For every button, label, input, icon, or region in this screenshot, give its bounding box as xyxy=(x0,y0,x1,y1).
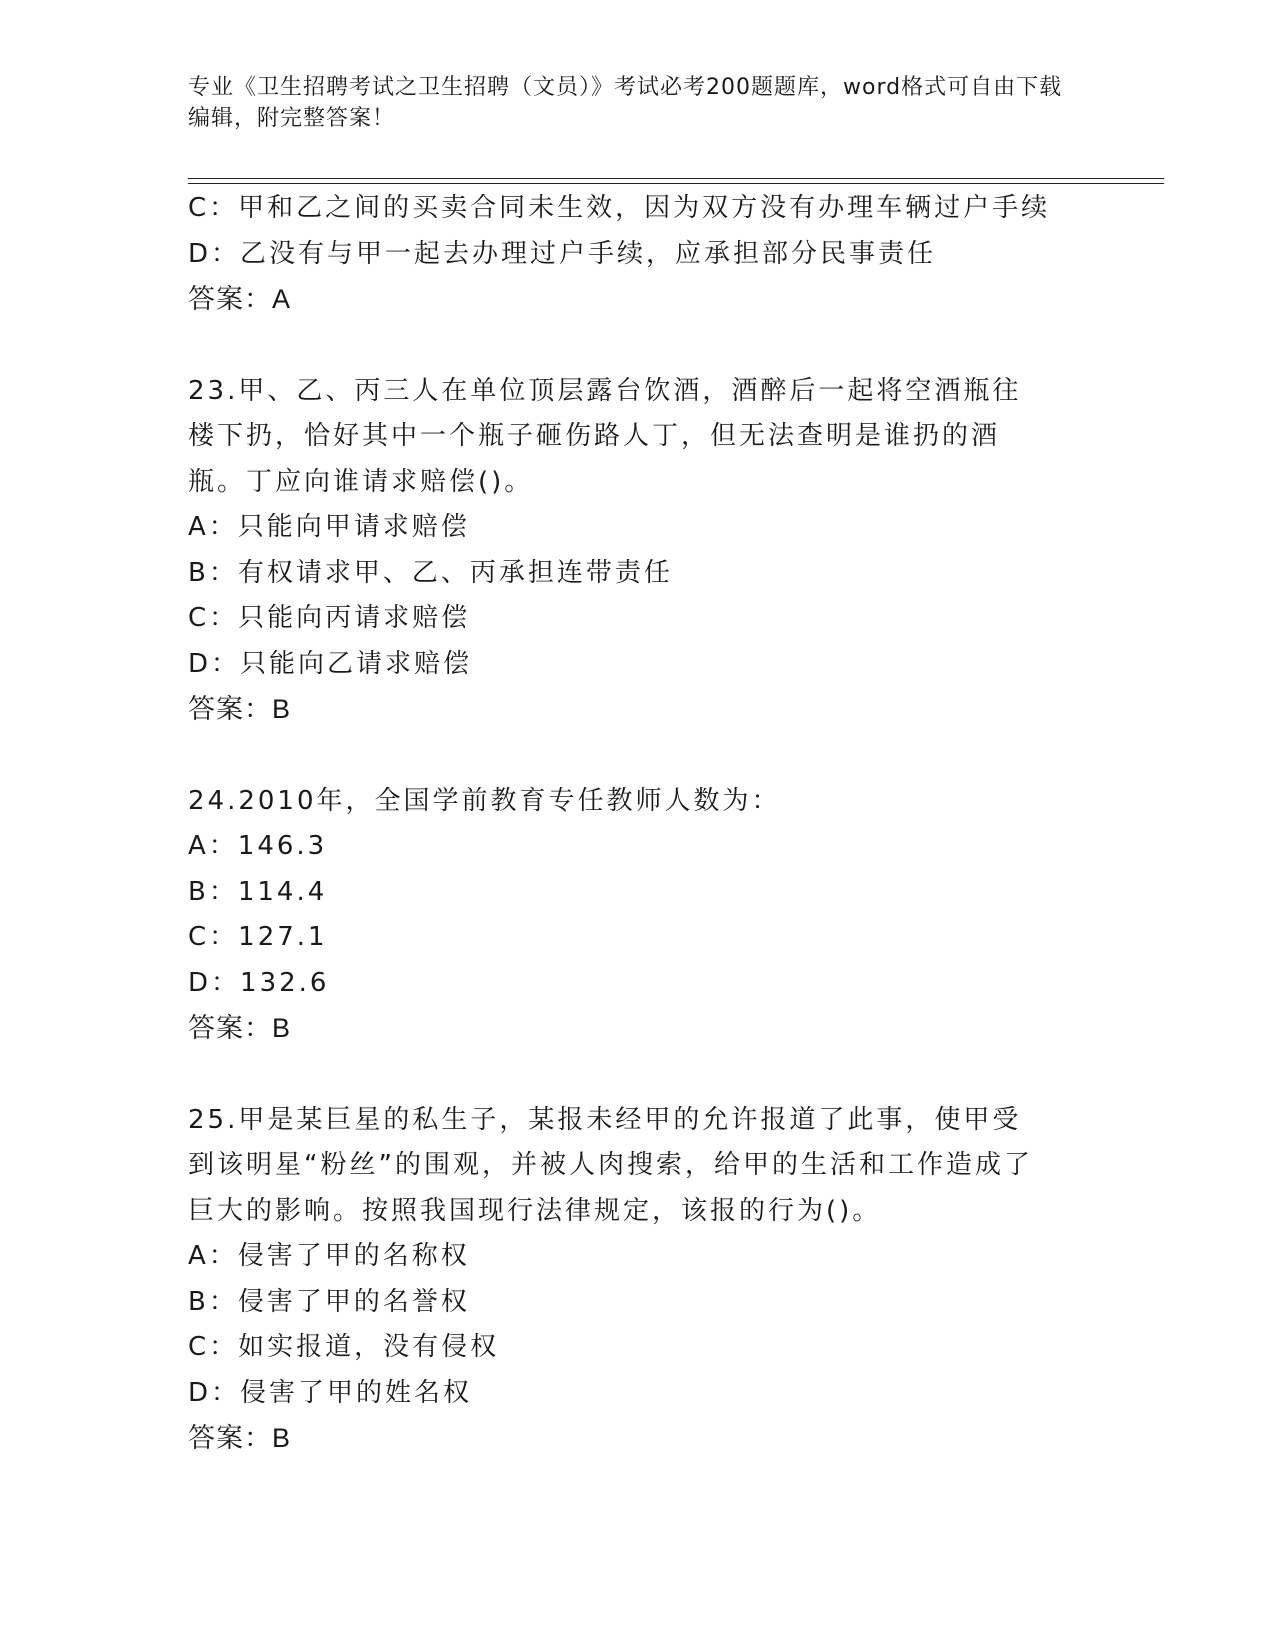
previous-question-tail xyxy=(188,186,1088,323)
option-b: B：有权请求甲、乙、丙承担连带责任 xyxy=(188,557,673,588)
question-list xyxy=(188,186,1088,1462)
spacer xyxy=(188,1052,1088,1098)
answer-line: 答案：A xyxy=(188,284,292,314)
spacer xyxy=(188,323,1088,369)
spacer xyxy=(188,733,1088,779)
option-d: D：乙没有与甲一起去办理过户手续，应承担部分民事责任 xyxy=(188,238,937,269)
option-a: A：侵害了甲的名称权 xyxy=(188,1241,470,1271)
answer-line: 答案：B xyxy=(188,694,292,724)
option-d: D：只能向乙请求赔偿 xyxy=(188,648,473,679)
option-c: C：127.1 xyxy=(188,922,328,952)
header-divider-bottom xyxy=(188,183,1164,184)
question-stem: 24.2010年，全国学前教育专任教师人数为： xyxy=(188,785,781,816)
question-24 xyxy=(188,779,1088,1052)
question-stem: 23.甲、乙、丙三人在单位顶层露台饮酒，酒醉后一起将空酒瓶往楼下扔，恰好其中一个瓶子砸伤路人丁，但无法查明是谁扔的酒瓶。丁应向谁请求赔偿()。 xyxy=(188,375,1022,497)
option-c: C：甲和乙之间的买卖合同未生效，因为双方没有办理车辆过户手续 xyxy=(188,193,1051,223)
question-stem: 25.甲是某巨星的私生子，某报未经甲的允许报道了此事，使甲受到该明星“粉丝”的围观，并被人肉搜索，给甲的生活和工作造成了巨大的影响。按照我国现行法律规定，该报的行为()。 xyxy=(188,1104,1033,1226)
option-a: A：146.3 xyxy=(188,831,328,861)
question-23 xyxy=(188,369,1088,733)
header-divider-top xyxy=(188,178,1164,179)
answer-line: 答案：B xyxy=(188,1423,292,1453)
option-d: D：侵害了甲的姓名权 xyxy=(188,1377,473,1408)
option-c: C：只能向丙请求赔偿 xyxy=(188,603,471,633)
answer-line: 答案：B xyxy=(188,1013,292,1043)
option-c: C：如实报道，没有侵权 xyxy=(188,1332,500,1362)
question-25 xyxy=(188,1098,1088,1462)
option-d: D：132.6 xyxy=(188,967,330,998)
option-b: B：侵害了甲的名誉权 xyxy=(188,1286,470,1317)
option-b: B：114.4 xyxy=(188,876,328,907)
header-text: 专业《卫生招聘考试之卫生招聘（文员）》考试必考200题题库，word格式可自由下载编辑，附完整答案！ xyxy=(188,75,1063,131)
document-header xyxy=(188,72,1068,134)
option-a: A：只能向甲请求赔偿 xyxy=(188,512,470,542)
